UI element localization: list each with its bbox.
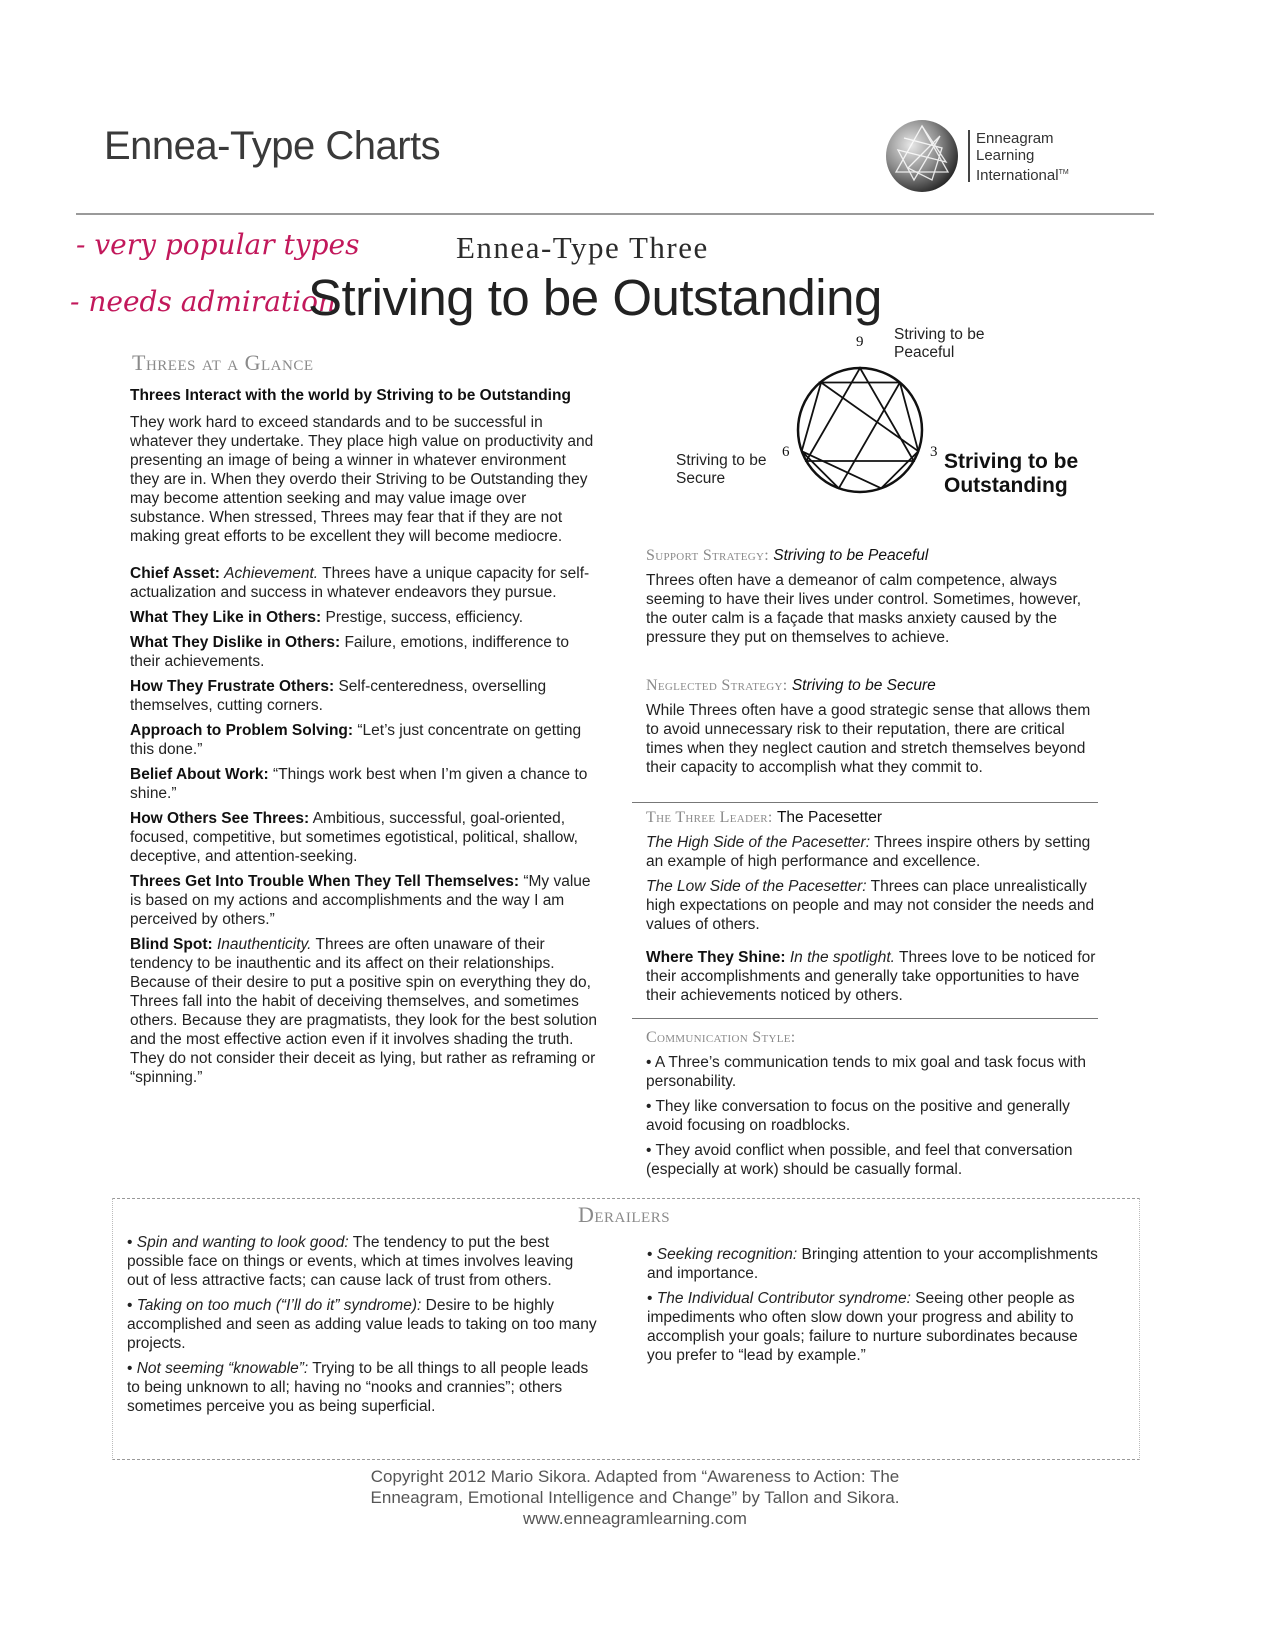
enneagram-symbol-icon: [790, 360, 930, 500]
handwritten-note-1: - very popular types: [76, 228, 360, 261]
point-3-number: 3: [930, 444, 938, 460]
communication-item: • A Three’s communication tends to mix goal and task focus with personability.: [646, 1054, 1086, 1090]
communication-heading: Communication Style:: [646, 1029, 796, 1046]
neglected-strategy-section: Neglected Strategy: Striving to be Secure While Threes often have a good strategic sense that allows them to avoid unnecessary risk to their reputation, there are critical times when they neglect caution and stretch themselves beyond their capacity to accomplish what they commit to.: [646, 677, 1091, 776]
glance-intro: They work hard to exceed standards and to be successful in whatever they undertake. They place high value on productivity and presenting an image of being a winner in whatever environment they are in. When they overdo their Striving to be Outstanding they may become attention seeking and may value image over substance. When stressed, Threes may fear that if they are not making great efforts to be excellent they will become mediocre.: [130, 414, 594, 545]
website-link[interactable]: www.enneagramlearning.com: [523, 1509, 747, 1528]
communication-section: [646, 1028, 1106, 1185]
glance-item: Chief Asset: Achievement. Threes have a unique capacity for self-actualization and success in whatever endeavors they pursue.: [130, 565, 590, 601]
leader-section: The Three Leader: The Pacesetter The High Side of the Pacesetter: Threes inspire others by setting an example of high performance and excellence. The Low Side of the Pacesetter: Threes can place unrealistically high expectations on people and may not consider the needs and values of others. Where They Shine: In the spotlight. Threes love to be noticed for their accomplishments and generally take opportunities to have their achievements noticed by others.: [646, 809, 1096, 1004]
footer-line-2: Enneagram, Emotional Intelligence and Change” by Tallon and Sikora.: [370, 1488, 900, 1507]
glance-lead: Threes Interact with the world by Striving to be Outstanding: [130, 387, 571, 404]
derailer-item: • Taking on too much (“I’ll do it” syndrome): Desire to be highly accomplished and seen as adding value leads to taking on too many projects.: [127, 1297, 597, 1352]
derailers-left-column: [127, 1233, 597, 1422]
support-strategy-section: Support Strategy: Striving to be Peaceful Threes often have a demeanor of calm competence, always seeming to have their lives under control. Sometimes, however, the outer calm is a façade that masks anxiety caused by the pressure they put on themselves to achieve.: [646, 547, 1082, 646]
point-9-number: 9: [856, 334, 864, 350]
enneagram-diagram: [660, 326, 1080, 522]
glance-heading: Threes at a Glance: [132, 350, 314, 375]
glance-section: [130, 386, 598, 1093]
footer-line-1: Copyright 2012 Mario Sikora. Adapted from “Awareness to Action: The: [370, 1467, 900, 1486]
page-title: Striving to be Outstanding: [308, 269, 882, 326]
derailers-box: [112, 1198, 1140, 1460]
logo-line-2: Learning: [976, 147, 1035, 164]
logo-line-1: Enneagram: [976, 130, 1054, 147]
derailer-item: • The Individual Contributor syndrome: Seeing other people as impediments who often slow down your progress and ability to accomplish your goals; failure to nurture subordinates because you prefer to “lead by example.”: [647, 1290, 1078, 1364]
enneagram-globe-icon: [884, 118, 960, 194]
trademark-mark: TM: [1058, 169, 1069, 176]
section-divider: [632, 802, 1098, 803]
ennea-type-label: Ennea-Type Three: [456, 230, 709, 265]
glance-item: What They Like in Others: Prestige, success, efficiency.: [130, 609, 524, 626]
header-divider: [76, 213, 1154, 215]
handwritten-note-2: - needs admiration: [70, 285, 337, 318]
glance-item: Blind Spot: Inauthenticity. Threes are often unaware of their tendency to be inauthentic and its affect on their relationships. Because of their desire to put a positive spin on everything they do, Threes fall into the habit of deceiving themselves, and sometimes others. Because they are pragmatists, they look for the best solution and the most effective action even if it involves shading the truth. They do not consider their deceit as lying, but rather as reframing or “spinning.”: [130, 936, 597, 1086]
copyright-footer: [220, 1466, 1050, 1529]
derailer-item: • Spin and wanting to look good: The tendency to put the best possible face on things or events, which at times involves leaving out of less attractive facts; can cause lack of trust from others.: [127, 1234, 574, 1289]
glance-item: How Others See Threes: Ambitious, successful, goal-oriented, focused, competitive, but sometimes egotistical, political, shallow, deceptive, and attention-seeking.: [130, 810, 578, 865]
communication-item: • They avoid conflict when possible, and feel that conversation (especially at work) should be casually formal.: [646, 1142, 1073, 1178]
derailer-item: • Not seeming “knowable”: Trying to be all things to all people leads to being unknown to all; having no “nooks and crannies”; others sometimes perceive you as being superficial.: [127, 1360, 589, 1415]
point-6-number: 6: [782, 444, 790, 460]
point-9-label: Striving to be Peaceful: [894, 326, 985, 361]
company-logo: [884, 114, 1094, 194]
glance-item: How They Frustrate Others: Self-centeredness, overselling themselves, cutting corners.: [130, 678, 547, 714]
logo-line-3: International: [976, 167, 1059, 184]
page-header-title: Ennea-Type Charts: [104, 124, 441, 168]
derailers-right-column: [647, 1245, 1107, 1371]
derailers-heading: Derailers: [572, 1202, 676, 1228]
point-3-label: Striving to be Outstanding: [944, 450, 1079, 497]
logo-divider: [968, 130, 970, 182]
glance-item: Belief About Work: “Things work best when I’m given a chance to shine.”: [130, 766, 588, 802]
derailer-item: • Seeking recognition: Bringing attention to your accomplishments and importance.: [647, 1246, 1098, 1282]
point-6-label: Striving to be Secure: [676, 452, 767, 487]
glance-item: What They Dislike in Others: Failure, emotions, indifference to their achievements.: [130, 634, 570, 670]
logo-wordmark: [976, 130, 1069, 184]
communication-item: • They like conversation to focus on the positive and generally avoid focusing on roadblocks.: [646, 1098, 1070, 1134]
glance-item: Approach to Problem Solving: “Let’s just concentrate on getting this done.”: [130, 722, 582, 758]
section-divider: [632, 1018, 1098, 1019]
glance-item: Threes Get Into Trouble When They Tell Themselves: “My value is based on my actions and accomplishments and the way I am perceived by others.”: [130, 873, 591, 928]
